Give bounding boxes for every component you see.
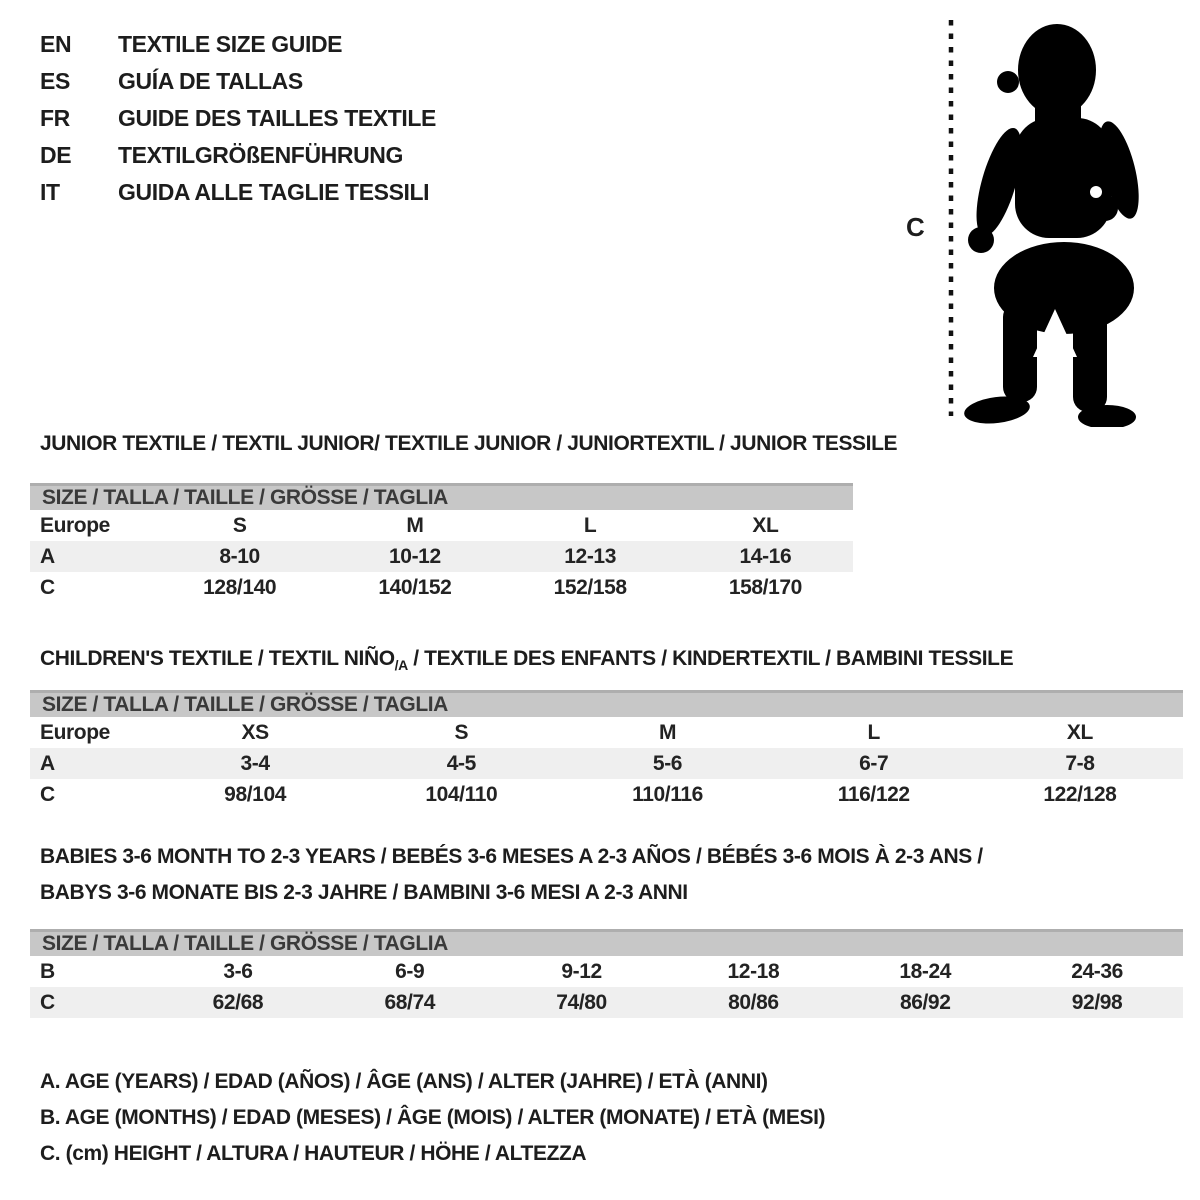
months-cell: 6-9 bbox=[395, 959, 425, 983]
months-cell: 9-12 bbox=[561, 959, 602, 983]
age-cell: 4-5 bbox=[446, 751, 476, 775]
size-cell: M bbox=[406, 513, 424, 537]
height-cell: 86/92 bbox=[899, 990, 951, 1014]
table-row-europe bbox=[30, 717, 1183, 748]
size-cell: L bbox=[583, 513, 597, 537]
measure-label-c: C bbox=[906, 212, 925, 242]
babies-section-title-line2: BABYS 3-6 MONATE BIS 2-3 JAHRE / BAMBINI 3-6 MESI A 2-3 ANNI bbox=[40, 881, 688, 904]
age-cell: 5-6 bbox=[652, 751, 683, 775]
language-title-list bbox=[40, 26, 436, 211]
months-cell: 18-24 bbox=[899, 959, 952, 983]
row-label: A bbox=[40, 544, 55, 568]
age-cell: 10-12 bbox=[389, 544, 441, 568]
babies-size-table bbox=[30, 929, 1183, 1018]
language-row-it bbox=[40, 174, 436, 211]
months-cell: 3-6 bbox=[223, 959, 253, 983]
language-row-fr bbox=[40, 100, 436, 137]
language-code: ES bbox=[40, 68, 70, 94]
language-row-de bbox=[40, 137, 436, 174]
babies-section-title-line1: BABIES 3-6 MONTH TO 2-3 YEARS / BEBÉS 3-6 MESES A 2-3 AÑOS / BÉBÉS 3-6 MOIS À 2-3 ANS / bbox=[40, 845, 983, 868]
table-row-europe bbox=[30, 510, 853, 541]
height-cell: 152/158 bbox=[553, 575, 627, 599]
size-cell: XL bbox=[752, 513, 779, 537]
row-label: C bbox=[40, 782, 55, 806]
size-cell: XL bbox=[1066, 720, 1093, 744]
height-cell: 128/140 bbox=[203, 575, 277, 599]
height-cell: 74/80 bbox=[556, 990, 607, 1014]
table-row-height bbox=[30, 987, 1183, 1018]
size-cell: S bbox=[232, 513, 247, 537]
size-bar-header: SIZE / TALLA / TAILLE / GRÖSSE / TAGLIA bbox=[30, 483, 853, 510]
row-label: Europe bbox=[40, 513, 110, 537]
age-cell: 8-10 bbox=[219, 544, 260, 568]
language-row-es bbox=[40, 63, 436, 100]
row-label: A bbox=[40, 751, 55, 775]
children-title-rest: / TEXTILE DES ENFANTS / KINDERTEXTIL / BAMBINI TESSILE bbox=[407, 647, 1014, 670]
table-row-height bbox=[30, 572, 853, 603]
height-cell: 158/170 bbox=[728, 575, 802, 599]
measurement-legend bbox=[40, 1064, 825, 1172]
age-cell: 3-4 bbox=[240, 751, 270, 775]
language-code: DE bbox=[40, 142, 72, 168]
height-cell: 104/110 bbox=[425, 782, 498, 806]
table-row-age bbox=[30, 748, 1183, 779]
language-code: IT bbox=[40, 179, 60, 205]
size-cell: S bbox=[454, 720, 469, 744]
age-cell: 12-13 bbox=[564, 544, 616, 568]
row-label: C bbox=[40, 575, 55, 599]
guide-title-en: TEXTILE SIZE GUIDE bbox=[118, 31, 343, 57]
junior-size-table bbox=[30, 483, 853, 603]
height-cell: 80/86 bbox=[728, 990, 779, 1014]
height-cell: 68/74 bbox=[384, 990, 436, 1014]
height-cell: 98/104 bbox=[224, 782, 287, 806]
guide-title-es: GUÍA DE TALLAS bbox=[118, 68, 303, 94]
table-row-height bbox=[30, 779, 1183, 810]
junior-section-title: JUNIOR TEXTILE / TEXTIL JUNIOR/ TEXTILE JUNIOR / JUNIORTEXTIL / JUNIOR TESSILE bbox=[40, 432, 898, 455]
toddler-figure-graphic bbox=[935, 12, 1190, 427]
size-cell: M bbox=[658, 720, 677, 744]
size-cell: L bbox=[867, 720, 880, 744]
months-cell: 12-18 bbox=[727, 959, 780, 983]
months-cell: 24-36 bbox=[1071, 959, 1123, 983]
table-row-age bbox=[30, 541, 853, 572]
children-size-table bbox=[30, 690, 1183, 810]
row-label: C bbox=[40, 990, 55, 1014]
table-row-months bbox=[30, 956, 1183, 987]
height-cell: 110/116 bbox=[632, 782, 703, 806]
legend-height-cm: C. (cm) HEIGHT / ALTURA / HAUTEUR / HÖHE / ALTEZZA bbox=[40, 1142, 587, 1165]
children-section-title bbox=[40, 647, 1013, 673]
height-cell: 122/128 bbox=[1043, 782, 1117, 806]
height-cell: 92/98 bbox=[1071, 990, 1123, 1014]
language-code: EN bbox=[40, 31, 72, 57]
size-cell: XS bbox=[241, 720, 269, 744]
language-row-en bbox=[40, 26, 436, 63]
row-label: B bbox=[40, 959, 55, 983]
height-cell: 140/152 bbox=[378, 575, 452, 599]
children-title-text: CHILDREN'S TEXTILE / TEXTIL NIÑO bbox=[40, 647, 395, 670]
guide-title-fr: GUIDE DES TAILLES TEXTILE bbox=[118, 105, 436, 131]
age-cell: 6-7 bbox=[859, 751, 889, 775]
size-bar-header: SIZE / TALLA / TAILLE / GRÖSSE / TAGLIA bbox=[30, 690, 1183, 717]
legend-age-years: A. AGE (YEARS) / EDAD (AÑOS) / ÂGE (ANS) / ALTER (JAHRE) / ETÀ (ANNI) bbox=[40, 1070, 768, 1093]
guide-title-it: GUIDA ALLE TAGLIE TESSILI bbox=[118, 179, 430, 205]
row-label: Europe bbox=[40, 720, 110, 744]
guide-title-de: TEXTILGRÖßENFÜHRUNG bbox=[118, 142, 403, 168]
height-cell: 116/122 bbox=[837, 782, 910, 806]
age-cell: 14-16 bbox=[739, 544, 792, 568]
language-code: FR bbox=[40, 105, 70, 131]
children-title-sub: /A bbox=[394, 657, 408, 674]
height-cell: 62/68 bbox=[212, 990, 264, 1014]
legend-age-months: B. AGE (MONTHS) / EDAD (MESES) / ÂGE (MOIS) / ALTER (MONATE) / ETÀ (MESI) bbox=[40, 1106, 826, 1129]
age-cell: 7-8 bbox=[1065, 751, 1095, 775]
size-bar-header: SIZE / TALLA / TAILLE / GRÖSSE / TAGLIA bbox=[30, 929, 1183, 956]
